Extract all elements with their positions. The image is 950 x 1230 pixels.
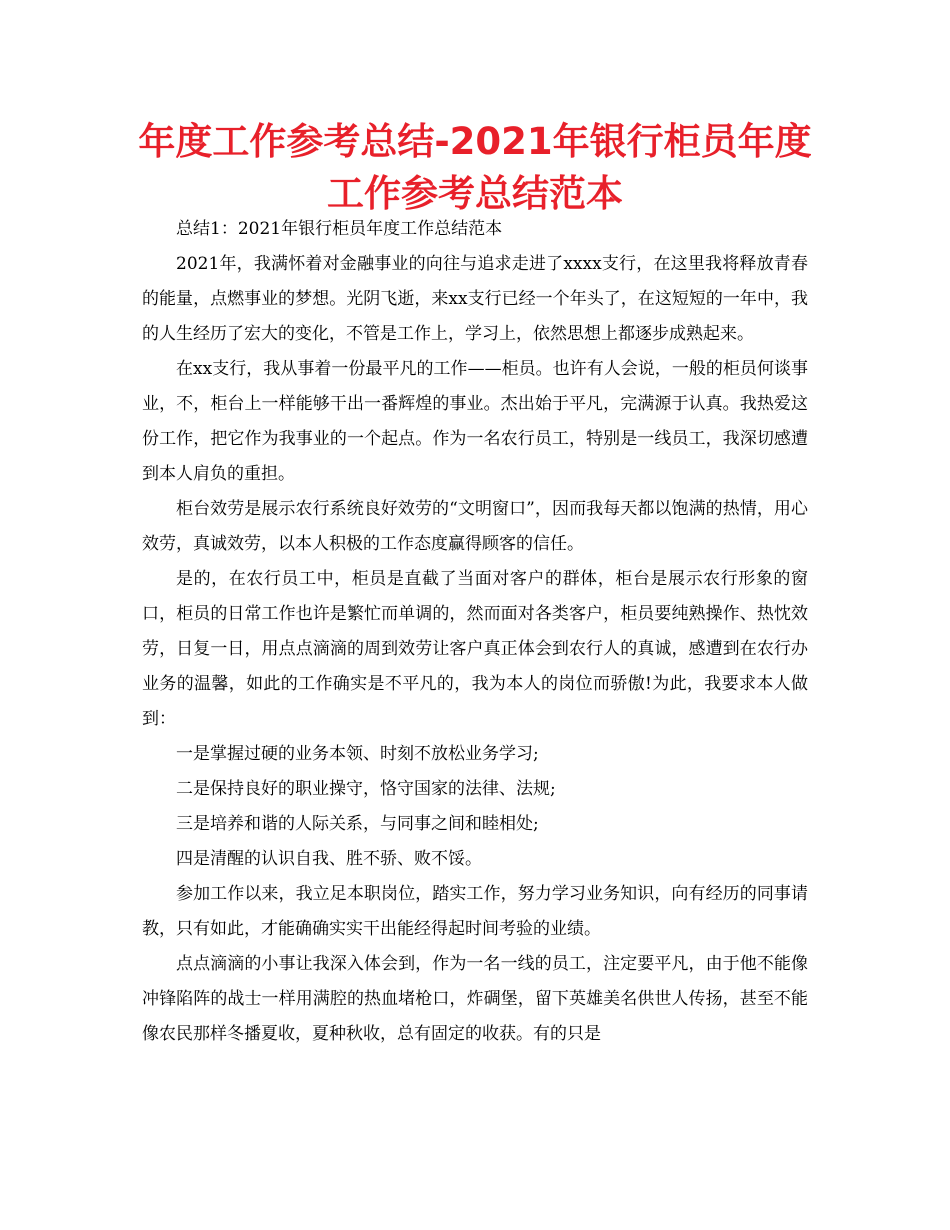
list-item-1: 一是掌握过硬的业务本领、时刻不放松业务学习;: [176, 744, 539, 764]
document-title: 年度工作参考总结-2021年银行柜员年度工作参考总结范本: [138, 120, 812, 215]
paragraph-since-joining: 参加工作以来，我立足本职岗位，踏实工作，努力学习业务知识，向有经历的同事请教，只有如此，才能确确实实干出能经得起时间考验的业绩。: [142, 884, 808, 939]
paragraph-teller-role: 在xx支行，我从事着一份最平凡的工作——柜员。也许有人会说，一般的柜员何谈事业，不，柜台上一样能够干出一番辉煌的事业。杰出始于平凡，完满源于认真。我热爱这份工作，把它作为我事业的一个起点。作为一名农行员工，特别是一线员工，我深切感遭到本人肩负的重担。: [142, 359, 808, 484]
summary-heading: 总结1：2021年银行柜员年度工作总结范本: [176, 219, 503, 239]
paragraph-counter-service: 柜台效劳是展示农行系统良好效劳的“文明窗口”，因而我每天都以饱满的热情，用心效劳，真诚效劳，以本人积极的工作态度赢得顾客的信任。: [142, 499, 808, 554]
list-item-2: 二是保持良好的职业操守，恪守国家的法律、法规;: [176, 779, 556, 799]
paragraph-daily-work: 是的，在农行员工中，柜员是直截了当面对客户的群体，柜台是展示农行形象的窗口，柜员的日常工作也许是繁忙而单调的，然而面对各类客户，柜员要纯熟操作、热忱效劳，日复一日，用点点滴滴的周到效劳让客户真正体会到农行人的真诚，感遭到在农行办业务的温馨，如此的工作确实是不平凡的，我为本人的岗位而骄傲!为此，我要求本人做到：: [142, 569, 808, 729]
document-body: [142, 212, 808, 1052]
list-item-3: 三是培养和谐的人际关系，与同事之间和睦相处;: [176, 814, 539, 834]
paragraph-intro: 2021年，我满怀着对金融事业的向往与追求走进了xxxx支行，在这里我将释放青春的能量，点燃事业的梦想。光阴飞逝，来xx支行已经一个年头了，在这短短的一年中，我的人生经历了宏大的变化，不管是工作上，学习上，依然思想上都逐步成熟起来。: [142, 254, 808, 344]
list-item-4: 四是清醒的认识自我、胜不骄、败不馁。: [176, 849, 482, 869]
paragraph-small-things: 点点滴滴的小事让我深入体会到，作为一名一线的员工，注定要平凡，由于他不能像冲锋陷阵的战士一样用满腔的热血堵枪口，炸碉堡，留下英雄美名供世人传扬，甚至不能像农民那样冬播夏收，夏种秋收，总有固定的收获。有的只是: [142, 954, 808, 1044]
